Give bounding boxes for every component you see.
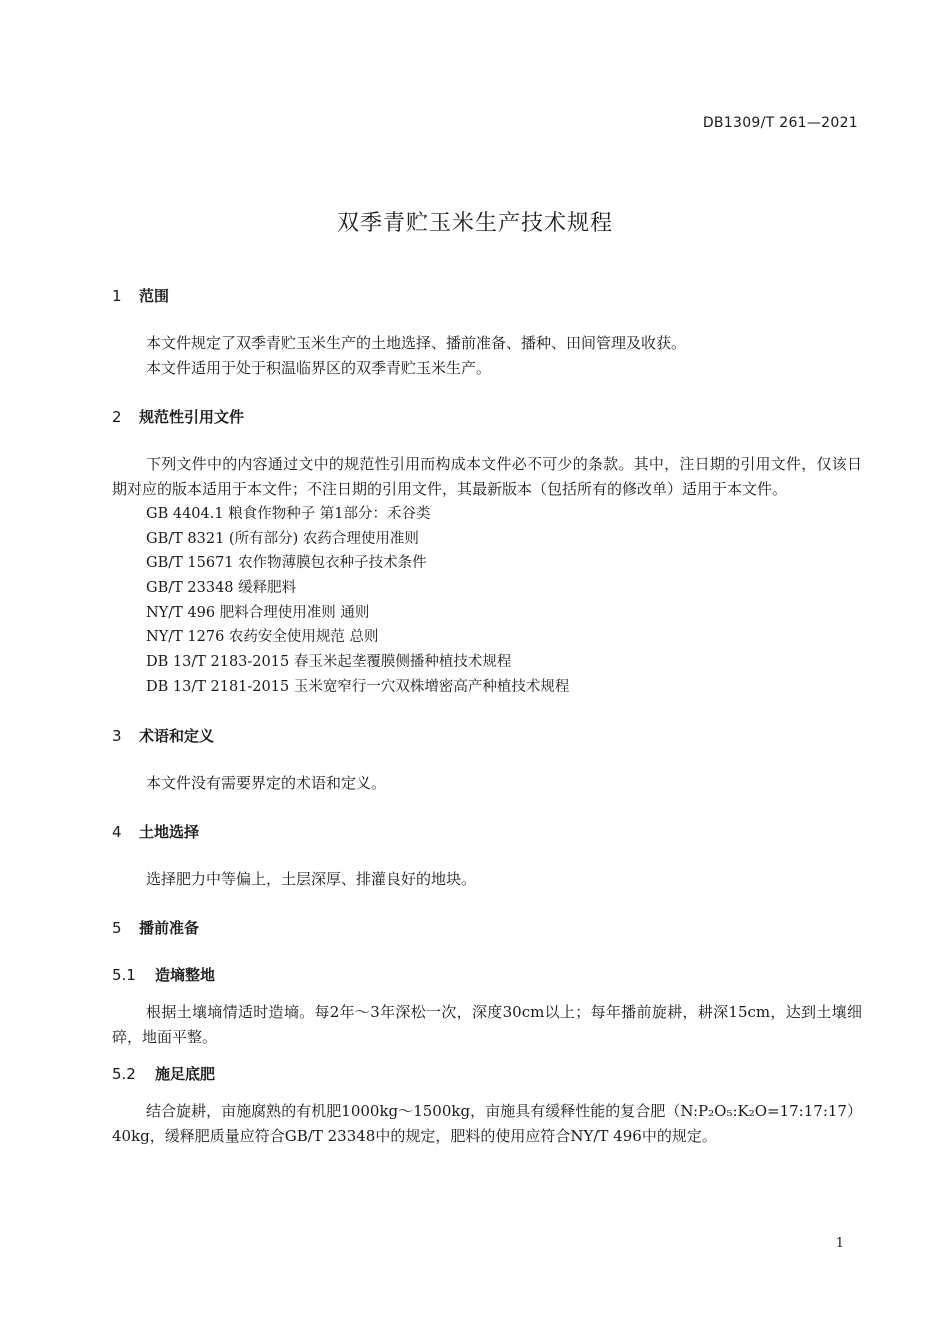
- subsection-title: 施足底肥: [155, 1064, 216, 1083]
- section-3-heading: [112, 724, 862, 749]
- subsection-number: 5.1: [112, 965, 136, 984]
- section-number: 3: [112, 726, 122, 745]
- section-number: 4: [112, 822, 122, 841]
- reference-item: NY/T 496 肥料合理使用准则 通则: [146, 604, 370, 621]
- reference-item: GB 4404.1 粮食作物种子 第1部分：禾谷类: [146, 506, 431, 522]
- page-title: 双季青贮玉米生产技术规程: [336, 211, 613, 236]
- subsection-title: 造墒整地: [155, 965, 216, 984]
- section-title: 术语和定义: [139, 726, 215, 745]
- reference-item: GB/T 23348 缓释肥料: [146, 580, 297, 597]
- section-title: 规范性引用文件: [139, 408, 245, 426]
- section-number: 5: [112, 918, 122, 937]
- paragraph: 结合旋耕，亩施腐熟的有机肥1000kg～1500kg，亩施具有缓释性能的复合肥（N:P₂O₅:K₂O=17:17:17）40kg，缓释肥质量应符合GB/T 23348中的规定，肥料的使用应符合NY/T 496中的规定。: [112, 1101, 862, 1145]
- reference-item: DB 13/T 2183-2015 春玉米起垄覆膜侧播种植技术规程: [146, 654, 512, 671]
- reference-item: GB/T 8321 (所有部分) 农药合理使用准则: [146, 530, 419, 547]
- paragraph: 本文件没有需要界定的术语和定义。: [146, 773, 387, 792]
- paragraph: 选择肥力中等偏上，土层深厚、排灌良好的地块。: [146, 869, 477, 888]
- section-number: 2: [112, 408, 122, 426]
- paragraph: 本文件适用于处于积温临界区的双季青贮玉米生产。: [146, 359, 492, 377]
- section-title: 土地选择: [139, 822, 200, 841]
- subsection-number: 5.2: [112, 1064, 136, 1083]
- section-5-heading: [112, 916, 862, 941]
- reference-item: DB 13/T 2181-2015 玉米宽窄行一穴双株增密高产种植技术规程: [146, 678, 570, 695]
- section-number: 1: [112, 287, 122, 305]
- section-4-heading: [112, 820, 862, 845]
- paragraph: 根据土壤墒情适时造墒。每2年～3年深松一次，深度30cm以上；每年播前旋耕，耕深15cm，达到土壤细碎，地面平整。: [112, 1002, 862, 1046]
- subsection-5-2-heading: [112, 1062, 862, 1087]
- page-number: 1: [835, 1236, 844, 1251]
- paragraph: 下列文件中的内容通过文中的规范性引用而构成本文件必不可少的条款。其中，注日期的引用文件，仅该日期对应的版本适用于本文件；不注日期的引用文件，其最新版本（包括所有的修改单）适用于本文件。: [112, 455, 862, 498]
- doc-code: DB1309/T 261—2021: [702, 115, 858, 131]
- section-1-heading: [112, 284, 862, 309]
- section-2-heading: [112, 405, 862, 430]
- document-body: [112, 284, 862, 1149]
- paragraph: 本文件规定了双季青贮玉米生产的土地选择、播前准备、播种、田间管理及收获。: [146, 334, 687, 352]
- subsection-5-1-heading: [112, 963, 862, 988]
- reference-item: GB/T 15671 农作物薄膜包衣种子技术条件: [146, 555, 427, 572]
- section-title: 范围: [139, 287, 170, 305]
- reference-item: NY/T 1276 农药安全使用规范 总则: [146, 629, 379, 646]
- section-title: 播前准备: [139, 918, 200, 937]
